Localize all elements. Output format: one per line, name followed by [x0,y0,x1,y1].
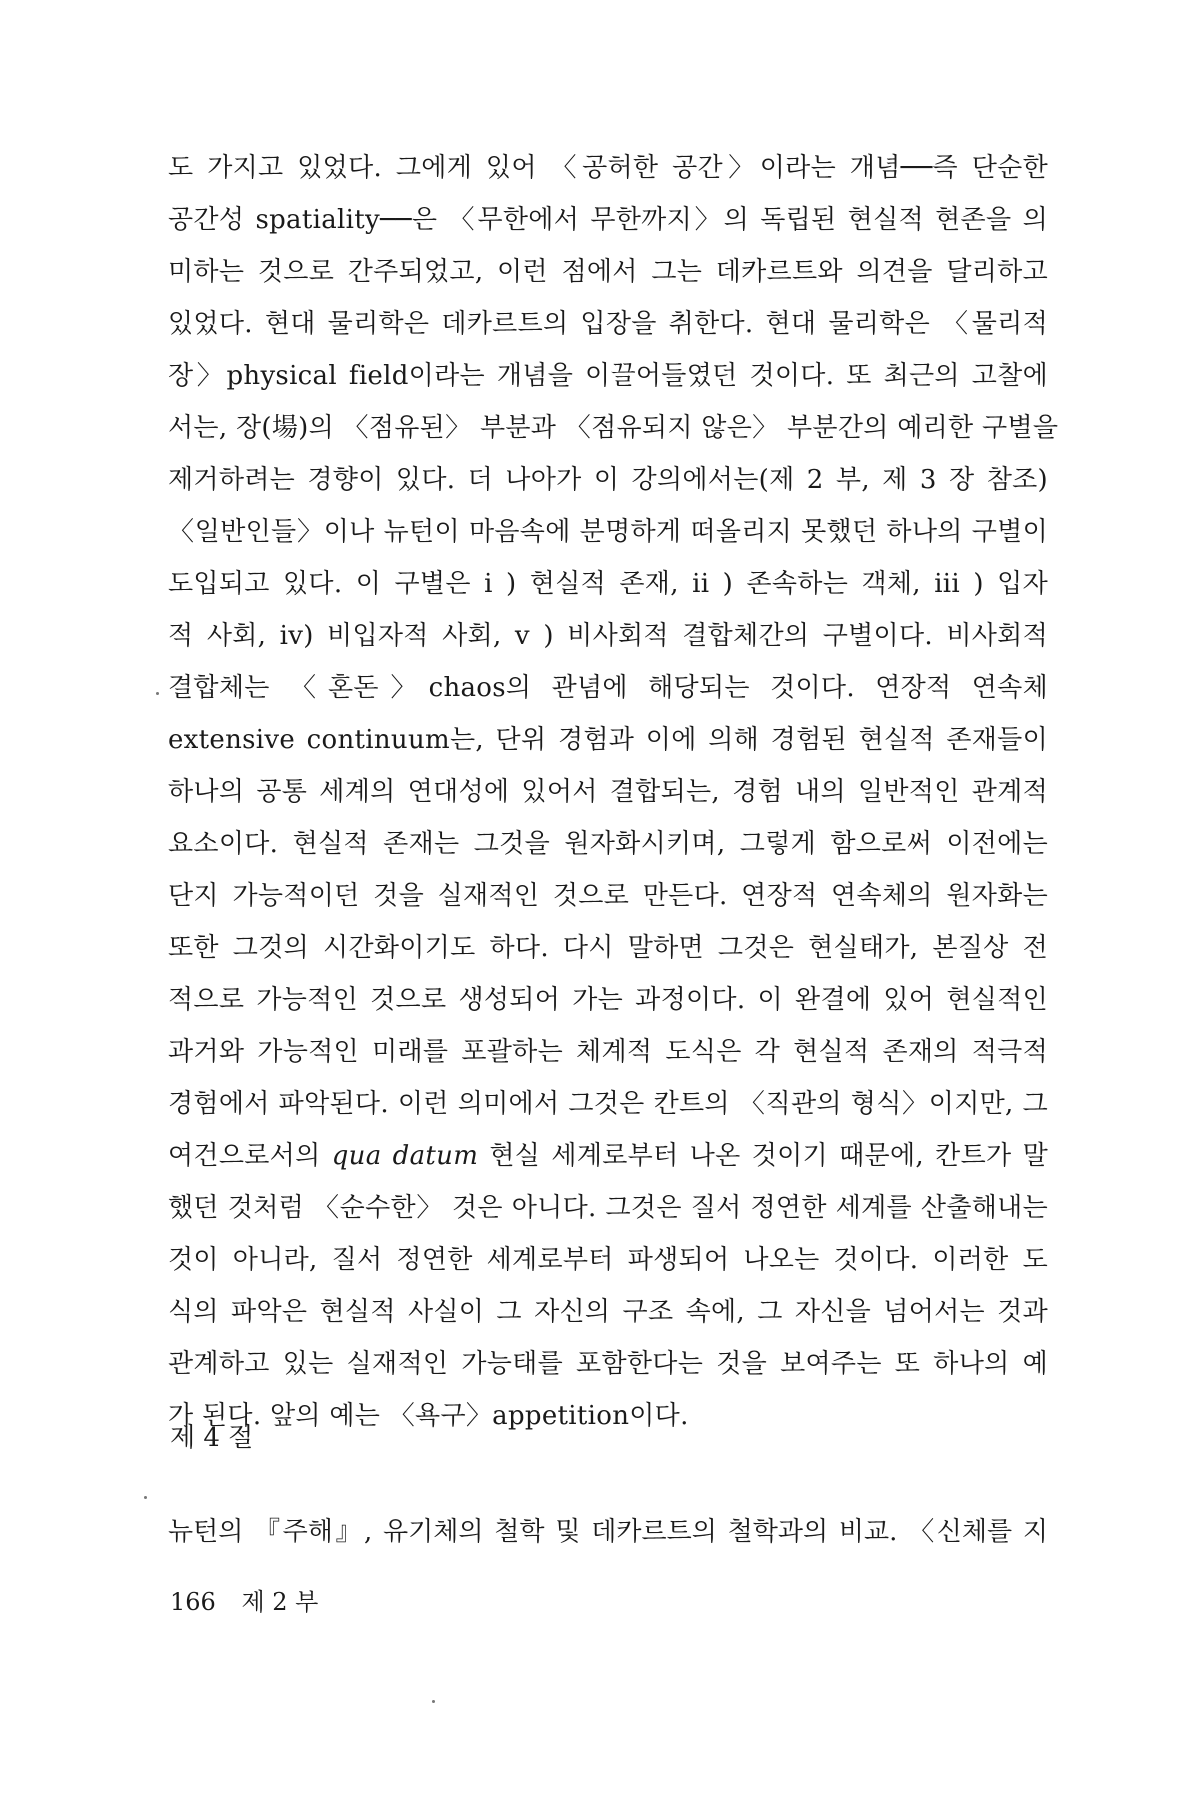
text-line: 미하는 것으로 간주되었고, 이런 점에서 그는 데카르트와 의견을 달리하고 [168,257,1048,287]
text-line: 〈일반인들〉이나 뉴턴이 마음속에 분명하게 떠올리지 못했던 하나의 구별이 [168,517,1048,547]
text-line: 식의 파악은 현실적 사실이 그 자신의 구조 속에, 그 자신을 넘어서는 것과 [168,1297,1048,1327]
section-first-line: 뉴턴의 『주해』, 유기체의 철학 및 데카르트의 철학과의 비교. 〈신체를 지 [168,1517,1048,1547]
text-line: 하나의 공통 세계의 연대성에 있어서 결합되는, 경험 내의 일반적인 관계적 [168,777,1048,807]
part-label: 제 2 부 [241,1588,319,1616]
text-line: 과거와 가능적인 미래를 포괄하는 체계적 도식은 각 현실적 존재의 적극적 [168,1037,1048,1067]
scan-speck [144,1496,147,1499]
text-line: 했던 것처럼 〈순수한〉 것은 아니다. 그것은 질서 정연한 세계를 산출해내는 [168,1193,1048,1223]
body-paragraph [168,142,1059,1442]
text-line: 제거하려는 경향이 있다. 더 나아가 이 강의에서는(제 2 부, 제 3 장 참조) [168,465,1048,495]
text-line: 것이 아니라, 질서 정연한 세계로부터 파생되어 나오는 것이다. 이러한 도 [168,1245,1048,1275]
text-line: 관계하고 있는 실재적인 가능태를 포함한다는 것을 보여주는 또 하나의 예 [168,1349,1048,1379]
text-line: 여건으로서의 qua datum 현실 세계로부터 나온 것이기 때문에, 칸트가 말 [168,1141,1049,1171]
text-line: extensive continuum는, 단위 경험과 이에 의해 경험된 현실적 존재들이 [168,725,1048,755]
text-line: 경험에서 파악된다. 이런 의미에서 그것은 칸트의 〈직관의 형식〉이지만, 그 [168,1089,1048,1119]
text-line: 요소이다. 현실적 존재는 그것을 원자화시키며, 그렇게 함으로써 이전에는 [168,829,1048,859]
text-line: 가 된다. 앞의 예는 〈욕구〉appetition이다. [168,1401,689,1431]
scan-speck [432,1700,435,1703]
page-number: 166 [170,1588,216,1616]
page-footer [170,1582,318,1622]
text-line: 적으로 가능적인 것으로 생성되어 가는 과정이다. 이 완결에 있어 현실적인 [168,985,1048,1015]
text-line: 적 사회, iv) 비입자적 사회, v ) 비사회적 결합체간의 구별이다. 비사회적 [168,621,1048,651]
text-line: 서는, 장(場)의 〈점유된〉 부분과 〈점유되지 않은〉 부분간의 예리한 구별을 [168,413,1059,443]
section-heading: 제 4 절 [170,1423,254,1453]
text-line: 또한 그것의 시간화이기도 하다. 다시 말하면 그것은 현실태가, 본질상 전 [168,933,1048,963]
scan-speck [156,692,159,695]
text-line: 장〉physical field이라는 개념을 이끌어들였던 것이다. 또 최근의 고찰에 [168,361,1048,391]
text-line: 있었다. 현대 물리학은 데카르트의 입장을 취한다. 현대 물리학은 〈물리적 [168,309,1048,339]
text-line: 결합체는 〈혼돈〉chaos의 관념에 해당되는 것이다. 연장적 연속체 [168,673,1048,703]
text-line: 공간성 spatiality──은 〈무한에서 무한까지〉의 독립된 현실적 현존을 의 [168,205,1049,235]
text-line: 도입되고 있다. 이 구별은 i ) 현실적 존재, ii ) 존속하는 객체, iii ) 입자 [168,569,1048,599]
text-line: 단지 가능적이던 것을 실재적인 것으로 만든다. 연장적 연속체의 원자화는 [168,881,1048,911]
text-line: 도 가지고 있었다. 그에게 있어 〈공허한 공간〉이라는 개념──즉 단순한 [168,153,1048,183]
